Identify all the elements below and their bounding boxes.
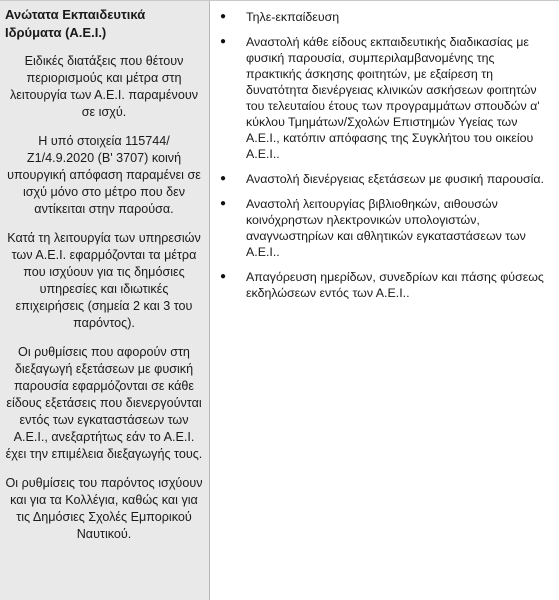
left-paragraph-1: Ειδικές διατάξεις που θέτουν περιορισμούς και μέτρα στη λειτουργία των Α.Ε.Ι. παραμένουν σε ισχύ.	[9, 54, 199, 119]
list-item	[220, 171, 553, 187]
left-paragraph-2: Η υπό στοιχεία 115744/Ζ1/4.9.2020 (Β' 3707) κοινή υπουργική απόφαση παραμένει σε ισχύ μόνο στο μέτρο που δεν αντίκειται στην παρούσα.	[7, 134, 201, 216]
list-item	[220, 196, 553, 260]
bullet-icon: ●	[220, 198, 227, 209]
bullet-icon: ●	[220, 173, 227, 184]
bullet-icon: ●	[220, 11, 227, 22]
list-item	[220, 9, 553, 25]
measures-cell	[210, 1, 559, 600]
list-item-text: Απαγόρευση ημερίδων, συνεδρίων και πάσης φύσεως εκδηλώσεων εντός των Α.Ε.Ι..	[246, 270, 544, 300]
measures-list	[220, 9, 553, 301]
list-item-text: Αναστολή λειτουργίας βιβλιοθηκών, αιθουσών κοινόχρηστων ηλεκτρονικών υπολογιστών, αναγνωστηρίων και αθλητικών εγκαταστάσεων των Α.Ε.Ι..	[246, 197, 526, 259]
list-item	[220, 34, 553, 162]
list-item-text: Αναστολή κάθε είδους εκπαιδευτικής διαδικασίας με φυσική παρουσία, συμπεριλαμβανομένης της πρακτικής άσκησης φοιτητών, με εξαίρεση τη δυνατότητα διενέργειας κλινικών ασκήσεων φοιτητών του τελευταίου έτους των προγραμμάτων σπουδών α' κύκλου Τμημάτων/Σχολών Επιστημών Υγείας των Α.Ε.Ι., κατόπιν απόφασης της Συγκλήτου του οικείου Α.Ε.Ι..	[246, 35, 540, 161]
left-paragraph-5: Οι ρυθμίσεις του παρόντος ισχύουν και για τα Κολλέγια, καθώς και για τις Δημόσιες Σχολές Εμπορικού Ναυτικού.	[5, 476, 203, 541]
list-item-text: Τηλε-εκπαίδευση	[246, 10, 340, 24]
left-paragraph-4: Οι ρυθμίσεις που αφορούν στη διεξαγωγή εξετάσεων με φυσική παρουσία εφαρμόζονται σε κάθε είδους εξετάσεις που διενεργούνται εντός των εγκαταστάσεων των Α.Ε.Ι., ανεξαρτήτως εάν το Α.Ε.Ι. έχει την επιμέλεια διεξαγωγής τους.	[5, 345, 203, 461]
category-cell	[0, 1, 210, 600]
left-paragraph-3: Κατά τη λειτουργία των υπηρεσιών των Α.Ε.Ι. εφαρμόζονται τα μέτρα που ισχύουν για τις δημόσιες υπηρεσίες και ιδιωτικές επιχειρήσεις (σημεία 2 και 3 του παρόντος).	[7, 231, 201, 330]
bullet-icon: ●	[220, 36, 227, 47]
category-title: Ανώτατα Εκπαιδευτικά Ιδρύματα (Α.Ε.Ι.)	[5, 7, 146, 40]
list-item	[220, 269, 553, 301]
list-item-text: Αναστολή διενέργειας εξετάσεων με φυσική παρουσία.	[246, 172, 545, 186]
bullet-icon: ●	[220, 271, 227, 282]
